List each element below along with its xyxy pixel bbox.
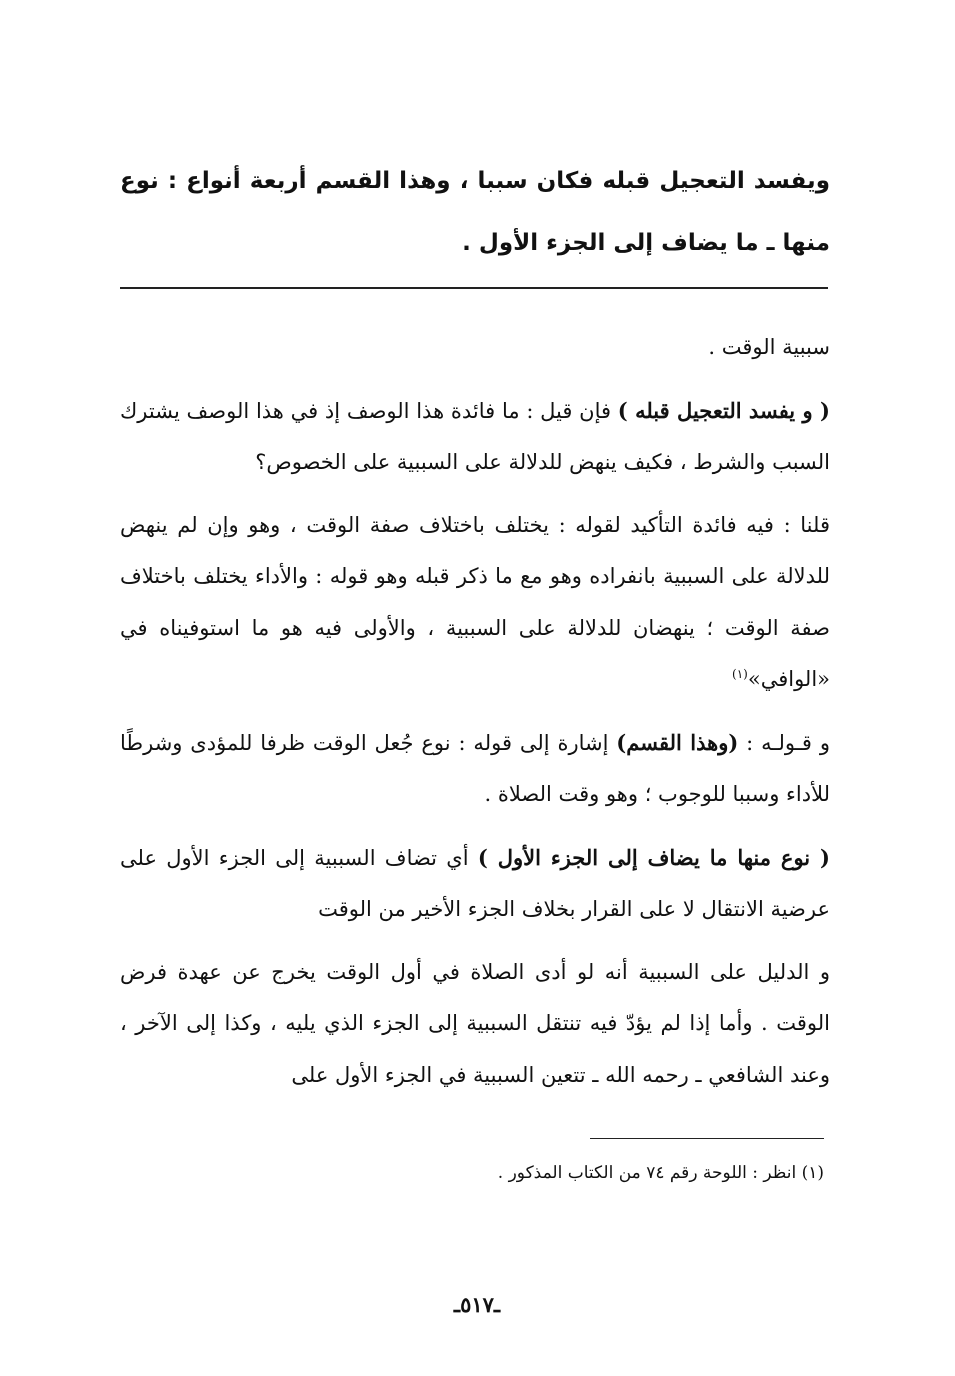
paragraph-text: أي تضاف السببية إلى الجزء الأول على عرضية الانتقال لا على القرار بخلاف الجزء الأخير من الوقت [120, 845, 830, 921]
commentary [120, 322, 830, 1112]
paragraph-text: فإن قيل : ما فائدة هذا الوصف إذ في هذا الوصف يشترك السبب والشرط ، فكيف ينهض للدلالة على السببية على الخصوص؟ [120, 398, 830, 474]
paragraph-text: إشارة إلى قوله : نوع جُعل الوقت ظرفا للمؤدى وشرطًا للأداء وسببا للوجوب ؛ وهو وقت الصلاة . [120, 730, 830, 806]
quoted-matn: ( و يفسد التعجيل قبله ) [617, 397, 830, 423]
paragraph-2 [120, 385, 830, 489]
section-divider [120, 287, 828, 289]
paragraph-3 [120, 500, 830, 706]
quoted-matn: (وهذا القسم) [616, 729, 739, 755]
footnote-divider [590, 1138, 824, 1139]
paragraph-1: سببية الوقت . [708, 335, 830, 359]
paragraph-4 [120, 717, 830, 821]
paragraph-5 [120, 832, 830, 936]
paragraph-lead: و قـولـه : [738, 730, 830, 755]
paragraph-6: و الدليل على السببية أنه لو أدى الصلاة في أول الوقت يخرج عن عهدة فرض الوقت . وأما إذا لم يؤدّ فيه تنتقل السببية إلى الجزء الذي يليه ، وكذا إلى الآخر ، وعند الشافعي ـ رحمه الله ـ تتعين السببية في الجزء الأول على [120, 959, 830, 1087]
quoted-matn: ( نوع منها ما يضاف إلى الجزء الأول ) [477, 844, 830, 870]
footnote-reference: (١) [732, 667, 748, 681]
footnote: (١) انظر : اللوحة رقم ٧٤ من الكتاب المذكور . [497, 1163, 824, 1183]
main-text: ويفسد التعجيل قبله فكان سببا ، وهذا القسم أربعة أنواع : نوع منها ـ ما يضاف إلى الجزء الأول . [120, 168, 830, 256]
paragraph-text: قلنا : فيه فائدة التأكيد لقوله : يختلف باختلاف صفة الوقت ، وهو وإن لم ينهض للدلالة على السببية بانفراده وهو مع ما ذكر قبله وهو قوله : والأداء يختلف باختلاف صفة الوقت ؛ ينهضان للدلالة على السببية ، والأولى فيه هو ما استوفيناه في «الوافي» [120, 512, 830, 691]
page-number: ـ٥١٧ـ [453, 1292, 501, 1317]
